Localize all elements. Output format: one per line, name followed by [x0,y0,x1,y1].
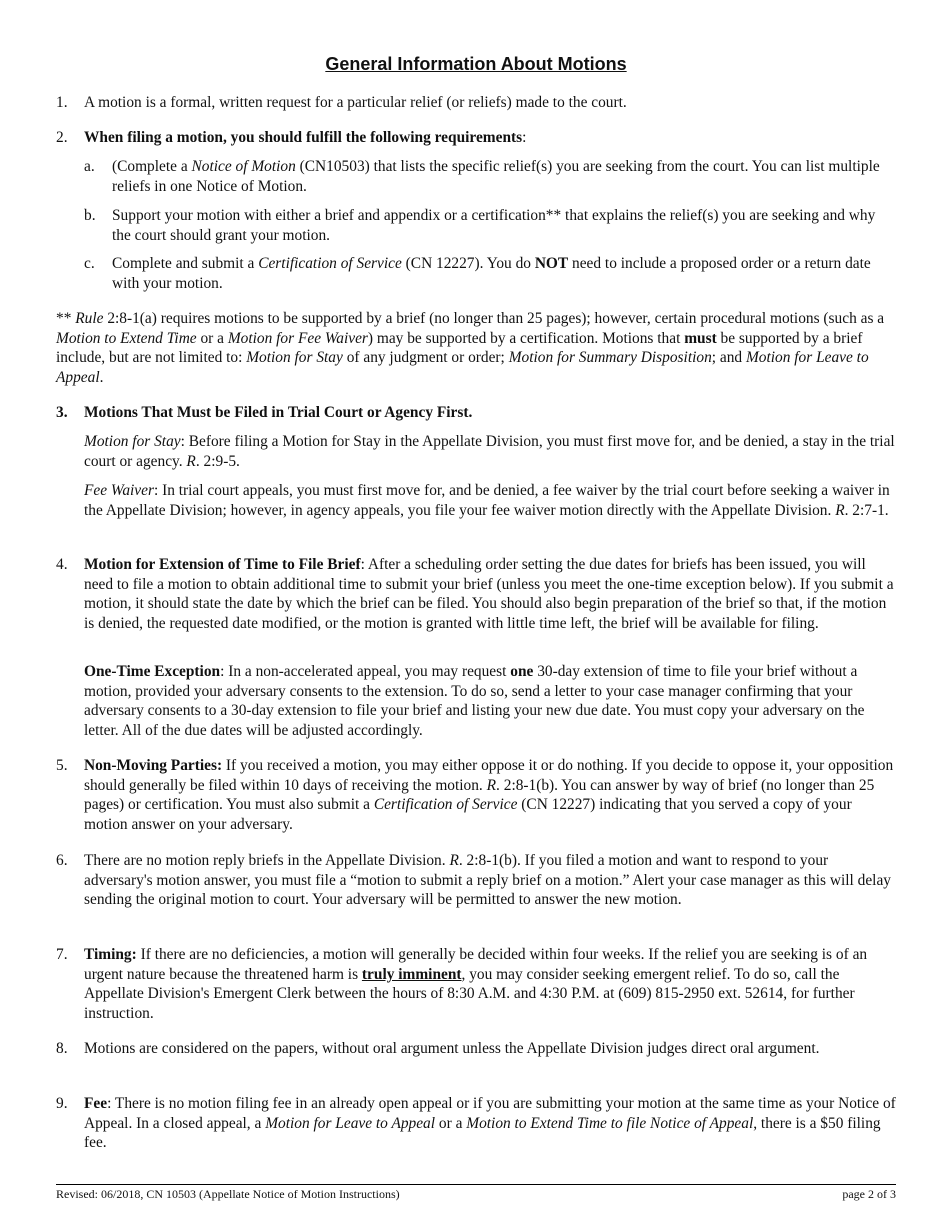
rule-label: R [449,852,459,869]
note-text: or a [196,329,228,347]
item-number: 7. [56,946,68,963]
motion-name: Motion for Leave to Appeal [265,1114,436,1132]
item-number: 3. [56,404,68,421]
form-name: Certification of Service [373,796,518,814]
item-heading: Motions That Must be Filed in Trial Court or Agency First. [84,404,473,421]
note-text: ** [56,310,76,327]
item-text: If you received a motion, you may either oppose it or do nothing. If you decide to oppose it, your opposition should generally be filed within 10 days of receiving the motion. [84,757,894,794]
sub-item-letter: c. [84,255,95,272]
form-name: Certification of Service [258,255,402,272]
motion-name: Motion for Summary Disposition [508,349,712,367]
paragraph-text: : In a non-accelerated appeal, you may request [220,663,511,680]
sub-item-letter: b. [84,207,96,224]
item-number: 2. [56,129,68,146]
rule-label: Rule [75,310,104,327]
motion-name: Motion for Leave to Appeal [56,349,869,386]
note-text: ) may be supported by a certification. Motions that [367,329,685,347]
note-text: of any judgment or order; [342,349,509,367]
form-name: Notice of Motion [191,158,296,175]
sub-item-b [84,206,896,245]
list-item-5 [56,756,896,834]
paragraph-text: : In trial court appeals, you must first move for, and be denied, a fee waiver by the trial court before seeking a waiver in the Appellate Division; however, in agency appeals, you file your fee waiver motion directly with the Appellate Division. [84,482,890,519]
motion-name: Fee Waiver [84,482,154,499]
item-heading: When filing a motion, you should fulfill the following requirements [84,129,523,146]
sub-item-text: (Complete a [112,158,192,175]
item-text: or a [435,1114,467,1132]
list-item-3 [56,403,896,423]
paragraph-text: : Before filing a Motion for Stay in the Appellate Division, you must first move for, and be denied, a stay in the trial court or agency. [84,433,895,470]
item-text: , there is a $50 filing fee. [84,1114,881,1152]
sub-item-letter: a. [84,158,95,175]
item-number: 5. [56,757,68,774]
item-text: . 2:8-1(b). You can answer by way of brief (no longer than 25 pages) or certification. You must also submit a [84,776,875,814]
item-text: : [522,129,527,146]
item-text: (CN 12227) indicating that you served a copy of your motion answer on your adversary. [84,796,852,833]
sub-item-text: (CN 12227). You do [401,255,535,272]
motion-name: Motion to Extend Time [56,329,197,347]
motion-name: Motion for Stay [246,349,343,367]
sub-item-text: Support your motion with either a brief and appendix or a certification** that explains the relief(s) you are seeking and why the court should grant your motion. [112,207,876,244]
emphasis-text: must [684,329,717,347]
item-heading: Non-Moving Parties: [84,757,223,774]
item-text: . 2:8-1(b). If you filed a motion and want to respond to your adversary's motion answer, you must file a “motion to submit a reply brief on a motion.” Alert your case manager as this will delay sending the original motion to court. Your adversary will be permitted to answer the new motion. [84,852,891,909]
rule-label: R [186,452,196,470]
list-item-1 [56,93,896,113]
item-number: 4. [56,556,68,573]
item-heading: Fee [84,1095,108,1112]
note-text: 2:8-1(a) requires motions to be supported by a brief (no longer than 25 pages); however, certain procedural motions (such as a [103,310,885,327]
footer-revision: Revised: 06/2018, CN 10503 (Appellate Notice of Motion Instructions) [56,1187,400,1201]
sub-item-text: (CN10503) that lists the specific relief(s) you are seeking from the court. You can list multiple reliefs in one Notice of Motion. [112,158,880,195]
list-item-4 [56,555,896,633]
list-item-8 [56,1039,896,1059]
item-text: , you may consider seeking emergent relief. To do so, call the Appellate Division's Emergent Clerk between the hours of 8:30 A.M. and 4:30 P.M. at (609) 815-2950 ext. 52614, for further instruction. [84,965,855,1022]
emphasis-text: one [510,663,534,680]
list-item-6 [56,851,896,910]
item-text: There are no motion reply briefs in the Appellate Division. [84,852,450,869]
paragraph-fee-waiver [84,481,896,520]
paragraph-text: 30-day extension of time to file your brief without a motion, provided your adversary consents to the extension. To do so, send a letter to your case manager confirming that your adversary consents to a 30-day extension to file your brief and listing your new due date. You must copy your adversary on the letter. All of the due dates will be adjusted accordingly. [84,663,865,739]
item-number: 6. [56,852,68,869]
list-item-2 [56,128,896,148]
sub-item-text: Complete and submit a [112,255,259,272]
motion-name: Motion for Stay [84,433,181,450]
paragraph-text: . 2:7-1. [844,501,889,519]
item-text: A motion is a formal, written request for a particular relief (or reliefs) made to the court. [84,94,627,111]
item-number: 9. [56,1095,68,1112]
motion-name: Motion to Extend Time to file Notice of Appeal [466,1114,754,1132]
underlined-emphasis: truly imminent [361,965,462,983]
note-text: be supported by a brief include, but are not limited to: [56,329,863,367]
footer-page-number: page 2 of 3 [842,1187,896,1201]
footer-divider [56,1184,896,1185]
paragraph-text: . 2:9-5. [195,452,240,470]
emphasis-text: NOT [534,255,569,272]
item-text: : After a scheduling order setting the due dates for briefs has been issued, you will need to file a motion to obtain additional time to submit your brief (unless you meet the one-time exception below). If you submit a motion, it should state the date by which the brief can be filed. You should also begin preparation of the brief so that, if the motion is denied, the requested date modified, or the motion is granted with little time left, the brief will be available for filing. [84,556,894,632]
motion-name: Motion for Fee Waiver [227,329,368,347]
sub-item-text: need to include a proposed order or a return date with your motion. [112,255,871,292]
list-item-7 [56,945,896,1023]
list-item-9 [56,1094,896,1153]
item-number: 1. [56,94,68,111]
rule-label: R [486,776,497,794]
note-text: . [99,368,104,386]
item-heading: Motion for Extension of Time to File Brief [84,556,361,573]
footnote-rule [56,309,896,387]
sub-item-c [84,254,896,293]
paragraph-one-time-exception [84,662,896,740]
note-text: ; and [711,349,746,367]
rule-label: R [835,501,845,519]
item-text: If there are no deficiencies, a motion will generally be decided within four weeks. If the relief you are seeking is of an urgent nature because the threatened harm is [84,946,868,983]
item-text: : There is no motion filing fee in an already open appeal or if you are submitting your motion at the same time as your Notice of Appeal. In a closed appeal, a [84,1095,896,1132]
paragraph-motion-for-stay [84,432,896,471]
item-text: Motions are considered on the papers, without oral argument unless the Appellate Division judges direct oral argument. [84,1040,820,1057]
sub-item-a [84,157,896,196]
item-number: 8. [56,1040,68,1057]
item-heading: Timing: [84,946,137,963]
page-title: General Information About Motions [325,54,627,74]
paragraph-heading: One-Time Exception [84,663,221,680]
